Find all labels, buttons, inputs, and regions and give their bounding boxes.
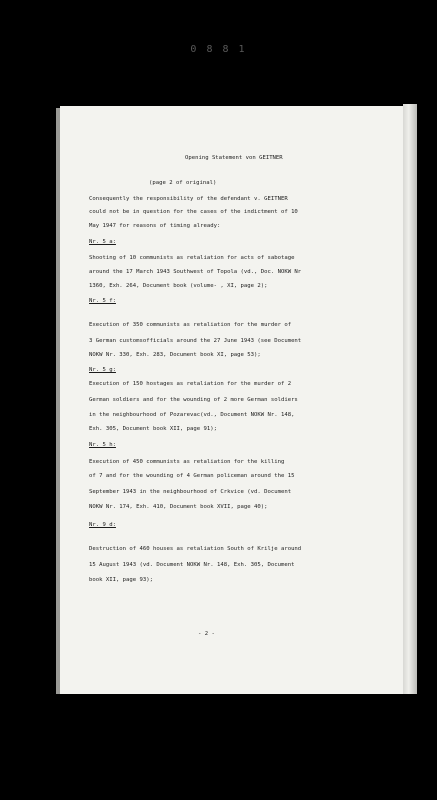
- section-line: NOKW Nr. 174, Exh. 410, Document book XVII, page 40);: [89, 504, 268, 510]
- section-line: Destruction of 460 houses as retaliation South of Krilje around: [89, 546, 302, 552]
- section-heading: Nr. 5 f:: [89, 298, 116, 304]
- section-line: Exh. 305, Document book XII, page 91);: [89, 426, 217, 432]
- intro-line: could not be in question for the cases of the indictment of 10: [89, 209, 298, 215]
- section-line: Execution of 450 communists as retaliation for the killing: [89, 459, 285, 465]
- section-line: September 1943 in the neighbourhood of Crkvice (vd. Document: [89, 489, 292, 495]
- intro-line: May 1947 for reasons of timing already:: [89, 223, 221, 229]
- section-heading: Nr. 9 d:: [89, 522, 116, 528]
- section-heading: Nr. 5 a:: [89, 239, 116, 245]
- section-line: 1360, Exh. 264, Document book (volume- , XI, page 2);: [89, 283, 268, 289]
- document-subtitle: (page 2 of original): [149, 180, 217, 186]
- section-line: Execution of 350 communists as retaliation for the murder of: [89, 322, 292, 328]
- section-heading: Nr. 5 g:: [89, 367, 116, 373]
- section-line: German soldiers and for the wounding of 2 more German soldiers: [89, 397, 298, 403]
- section-line: of 7 and for the wounding of 4 German policeman around the 15: [89, 473, 295, 479]
- section-line: NOKW Nr. 330, Exh. 283, Document book XI, page 53);: [89, 352, 261, 358]
- section-heading: Nr. 5 h:: [89, 442, 116, 448]
- section-line: around the 17 March 1943 Southwest of Topola (vd., Doc. NOKW Nr: [89, 269, 302, 275]
- section-line: Shooting of 10 communists as retaliation for acts of sabotage: [89, 255, 295, 261]
- document-title: Opening Statement von GEITNER: [185, 155, 283, 161]
- section-line: 15 August 1943 (vd. Document NOKW Nr. 148, Exh. 305, Document: [89, 562, 295, 568]
- section-line: book XII, page 93);: [89, 577, 153, 583]
- section-line: Execution of 150 hostages as retaliation for the murder of 2: [89, 381, 292, 387]
- page-edge: [403, 104, 417, 694]
- microfilm-frame-number: 0 8 8 1: [190, 44, 247, 55]
- intro-line: Consequently the responsibility of the defendant v. GEITNER: [89, 196, 288, 202]
- section-line: in the neighbourhood of Pozarevac(vd., Document NOKW Nr. 148,: [89, 412, 295, 418]
- page-number: - 2 -: [198, 631, 215, 637]
- section-line: 3 German customsofficials around the 27 June 1943 (see Document: [89, 338, 302, 344]
